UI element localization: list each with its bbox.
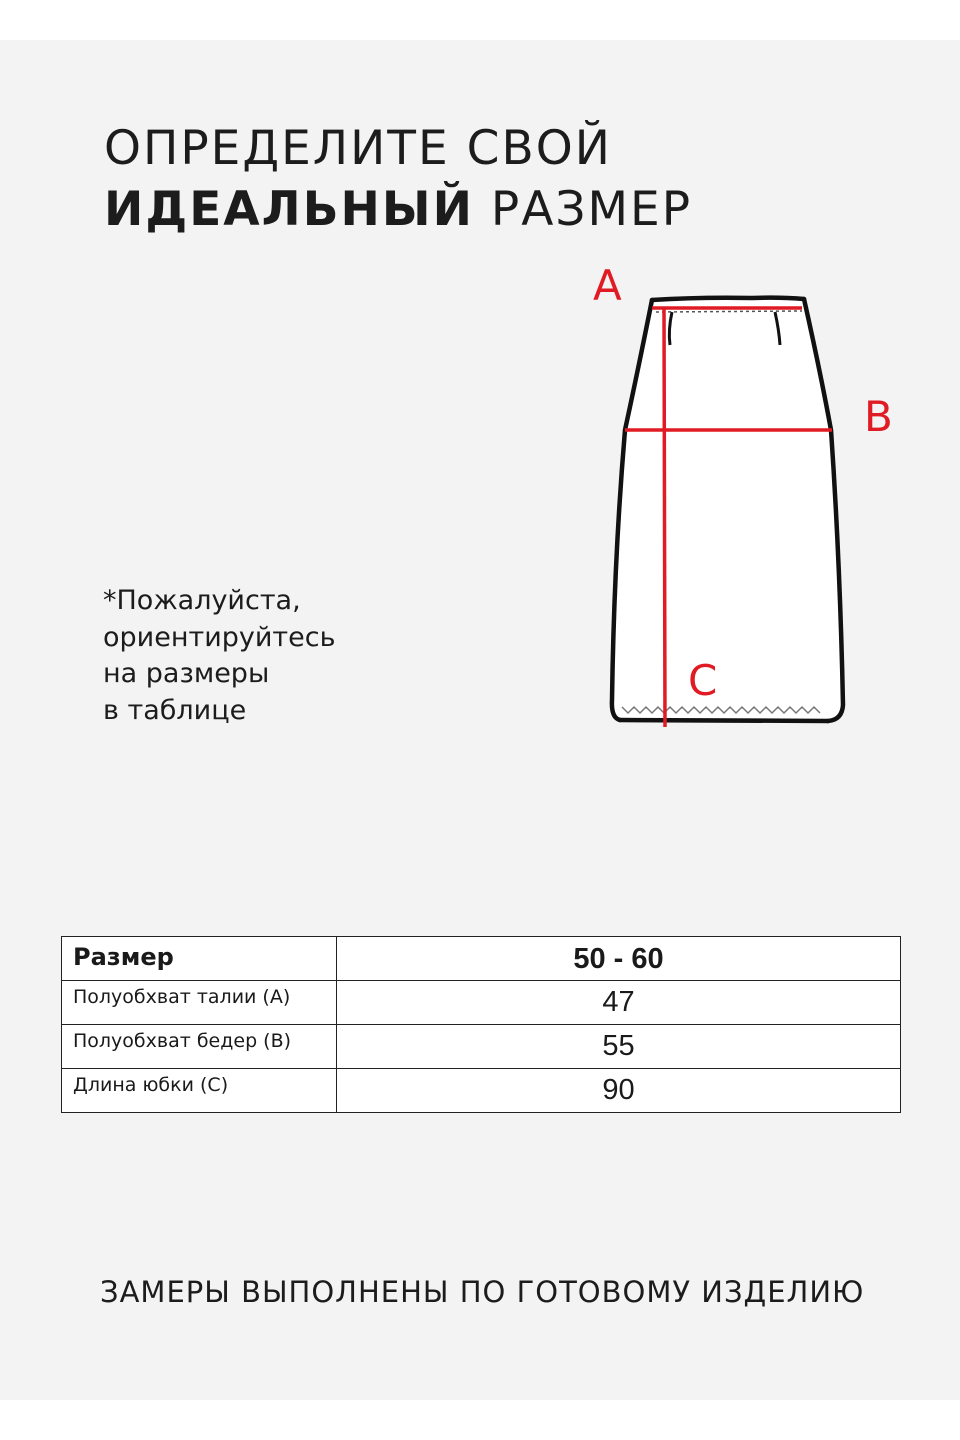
row-label: Полуобхват бедер (В)	[62, 1025, 337, 1069]
skirt-body	[612, 297, 843, 721]
measurement-footnote: ЗАМЕРЫ ВЫПОЛНЕНЫ ПО ГОТОВОМУ ИЗДЕЛИЮ	[100, 1275, 865, 1309]
row-label: Длина юбки (С)	[62, 1069, 337, 1113]
size-table	[61, 936, 901, 1113]
note-line: ориентируйтесь	[103, 621, 336, 653]
header-size-label: Размер	[62, 937, 337, 981]
row-value: 47	[337, 981, 901, 1025]
hem-bottom	[620, 720, 828, 721]
size-note	[103, 583, 336, 729]
table-row	[62, 1069, 901, 1113]
table-row	[62, 1025, 901, 1069]
title-line-2	[104, 179, 692, 240]
table-row	[62, 981, 901, 1025]
title-rest-word: РАЗМЕР	[490, 182, 693, 237]
title-line-1: ОПРЕДЕЛИТЕ СВОЙ	[104, 121, 612, 176]
header-size-range: 50 - 60	[337, 937, 901, 981]
measure-c-line	[664, 308, 665, 727]
measure-c-label: C	[688, 656, 718, 705]
row-label: Полуобхват талии (А)	[62, 981, 337, 1025]
measure-b-label: B	[864, 392, 893, 441]
title-bold-word: ИДЕАЛЬНЫЙ	[104, 182, 474, 237]
skirt-diagram	[580, 255, 920, 735]
table-header-row	[62, 937, 901, 981]
page-title	[104, 118, 692, 240]
note-line: *Пожалуйста,	[103, 585, 301, 616]
measure-a-label: A	[593, 261, 622, 310]
waistband-top	[652, 298, 804, 300]
row-value: 90	[337, 1069, 901, 1113]
note-line: на размеры	[103, 658, 270, 689]
row-value: 55	[337, 1025, 901, 1069]
note-line: в таблице	[103, 694, 247, 726]
